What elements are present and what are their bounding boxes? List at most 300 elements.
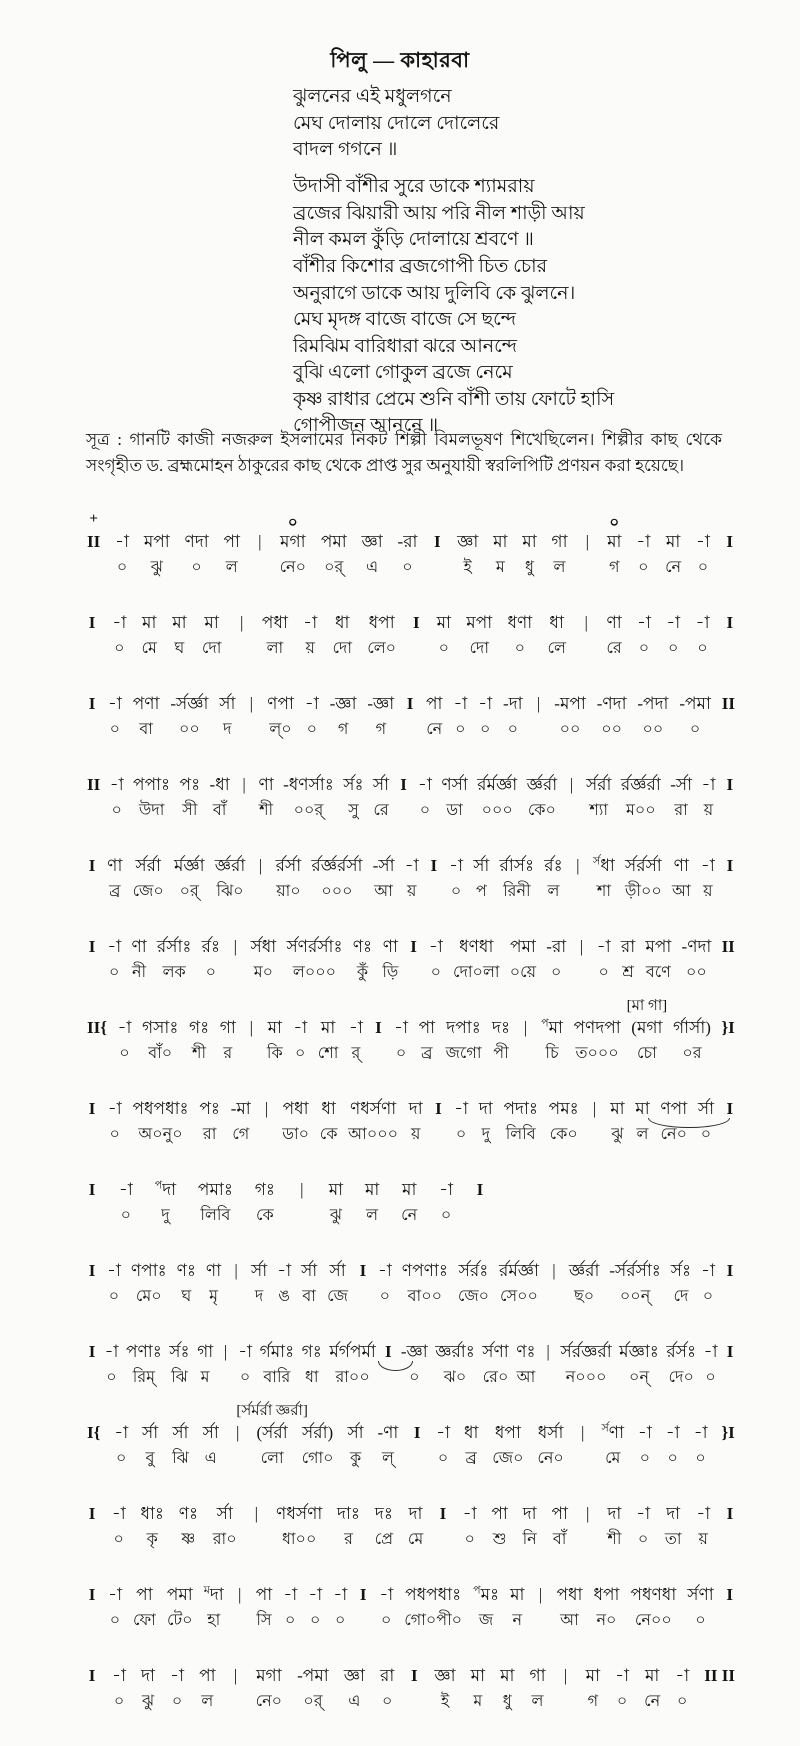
- note-cell: [568, 1260, 601, 1307]
- lyric-token: রা: [202, 1126, 217, 1143]
- tala-marker: +: [89, 511, 98, 527]
- lyric-token: গো০: [301, 1450, 334, 1467]
- note-token: র্জ্ঞর্রা: [526, 775, 558, 794]
- bar-cell: [86, 1665, 98, 1686]
- note-cell: [379, 1665, 395, 1712]
- note-token: মা: [500, 1666, 515, 1685]
- note-cell: [404, 855, 420, 902]
- note-token: -া: [665, 1423, 680, 1442]
- note-token: র্গমাঃ: [259, 1342, 295, 1361]
- bar-cell: [532, 693, 544, 714]
- lyric-token: জে০: [492, 1450, 524, 1467]
- bar-cell: [548, 1260, 560, 1281]
- note-cell: [515, 1341, 536, 1388]
- note-cell: [636, 612, 652, 659]
- bar-cell: [220, 1341, 232, 1362]
- lyric-token: ফো: [133, 1612, 156, 1629]
- note-token: |: [238, 1585, 242, 1604]
- note-token: র্জ্ঞর্রা: [568, 1261, 600, 1280]
- note-cell: [492, 531, 508, 578]
- note-cell: [214, 855, 247, 902]
- bar-cell: [582, 1503, 594, 1524]
- lyric-token: ০: [395, 1045, 407, 1062]
- lyric-token: ব্র: [109, 883, 121, 900]
- note-token: -া: [693, 1423, 708, 1442]
- note-cell: [700, 774, 716, 821]
- note-cell: [275, 855, 303, 902]
- bar-cell: [398, 774, 410, 795]
- note-token: পা: [255, 1585, 273, 1604]
- lyric-token: তা: [664, 1531, 682, 1548]
- lyric-token: কে০: [549, 1126, 578, 1143]
- bar-cell: [721, 693, 736, 714]
- note-cell: [465, 612, 493, 659]
- lyric-token: টে০: [166, 1612, 193, 1629]
- note-cell: [543, 855, 563, 902]
- notation-line: [86, 612, 736, 659]
- note-token: I: [726, 1342, 734, 1361]
- bar-cell: [724, 1503, 736, 1524]
- lyric-token: ন: [512, 1612, 523, 1629]
- note-token: -া: [394, 1018, 409, 1037]
- lyric-token: য়: [703, 802, 714, 819]
- note-token: I: [88, 1504, 96, 1523]
- note-token: ধাঃ: [140, 1504, 164, 1523]
- lyric-token: ০: [667, 1450, 678, 1467]
- lyrics-stanza: [293, 254, 614, 440]
- note-token: I: [88, 1180, 96, 1199]
- note-token: ধপা: [368, 613, 395, 632]
- lyric-token: ল: [636, 1126, 649, 1143]
- note-token: -া: [417, 775, 432, 794]
- note-cell: [509, 936, 537, 983]
- tala-marker: ০: [287, 515, 298, 531]
- lyric-token: ল: [553, 559, 566, 576]
- lyric-token: ডা০: [282, 1126, 310, 1143]
- note-cell: [329, 693, 358, 740]
- note-cell: [106, 936, 122, 983]
- lyric-line: গোপীজন আননে ॥: [293, 415, 439, 436]
- lyric-token: লা: [266, 640, 284, 657]
- note-cell: [282, 1584, 298, 1631]
- lyric-token: ০: [598, 964, 609, 981]
- note-cell: [400, 1341, 429, 1388]
- note-token: গঃ: [188, 1018, 210, 1037]
- note-cell: [176, 1260, 197, 1307]
- note-token: II: [87, 775, 101, 794]
- lyric-token: আ: [374, 883, 393, 900]
- bar-cell: [724, 774, 736, 795]
- note-token: মগা: [280, 532, 306, 551]
- note-token: মা: [320, 1018, 336, 1037]
- lyric-token: সে০০: [500, 1288, 538, 1305]
- note-cell: [125, 1341, 163, 1388]
- note-token: -া: [695, 613, 710, 632]
- note-token: দঃ: [374, 1504, 393, 1523]
- source-note: সূত্র : গানটি কাজী নজরুল ইসলামের নিকট শিল্পী বিমলভূষণ শিখেছিলেন। শিল্পীর কাছ থেকে সংগৃহীত ড. ব্রহ্মমোহন ঠাকুরের কাছ থেকে প্রাপ্ত সুর অনুযায়ী স্বরলিপিটি প্রণয়ন করা হয়েছে।: [86, 430, 722, 475]
- note-token: ণপা: [660, 1099, 688, 1118]
- note-token: পমা: [509, 937, 536, 956]
- note-token: -া: [636, 532, 651, 551]
- note-cell: [156, 936, 193, 983]
- note-token: -া: [666, 613, 681, 632]
- note-token: |: [249, 694, 254, 713]
- note-token: $^প$মঃ: [473, 1584, 500, 1604]
- lyric-token: ই: [440, 1693, 450, 1710]
- lyric-token: ০০ন্: [619, 1288, 651, 1305]
- note-cell: [592, 855, 616, 902]
- note-token: -া: [333, 1585, 348, 1604]
- lyric-token: ল: [547, 883, 560, 900]
- lyric-token: ০র্: [179, 883, 199, 900]
- lyric-token: ০: [285, 1612, 296, 1629]
- note-cell: [381, 936, 399, 983]
- note-cell: [107, 1584, 123, 1631]
- notation: [86, 511, 736, 1746]
- lyric-token: ০: [697, 559, 709, 576]
- note-cell: [374, 1503, 394, 1550]
- lyric-token: ০: [668, 640, 679, 657]
- note-token: II: [87, 532, 101, 551]
- note-cell: [212, 1503, 238, 1550]
- note-token: দা: [408, 1504, 423, 1523]
- note-token: ধণা: [507, 613, 533, 632]
- note-token: পধণধা: [630, 1585, 677, 1604]
- note-token: $^ম$দা: [203, 1584, 224, 1604]
- note-cell: [107, 693, 123, 740]
- note-token: -া: [117, 1018, 132, 1037]
- note-token: র্সা: [216, 1504, 233, 1523]
- page-title: পিলু — কাহারবা: [330, 48, 470, 72]
- lyric-line: ঝুলনের এই মধুলগনে: [293, 86, 452, 107]
- note-token: পা: [418, 1018, 436, 1037]
- note-token: -া: [115, 532, 130, 551]
- lyric-token: ০০০: [321, 883, 353, 900]
- lyric-token: ধু: [524, 559, 534, 576]
- lyric-token: ০: [455, 1126, 467, 1143]
- note-token: I: [726, 1261, 734, 1280]
- lyric-token: জগো: [445, 1045, 482, 1062]
- bar-cell: [474, 1179, 486, 1200]
- bar-cell: [724, 1260, 736, 1281]
- note-token: জ্ঞা: [343, 1666, 365, 1685]
- lyric-token: দে: [673, 1288, 689, 1305]
- note-cell: [596, 693, 628, 740]
- note-token: I: [88, 1342, 96, 1361]
- lyric-token: ড়ী০০: [624, 883, 662, 900]
- note-cell: [111, 612, 127, 659]
- lyric-token: দো: [332, 640, 352, 657]
- note-cell: [601, 1422, 626, 1469]
- bar-cell: [86, 1422, 101, 1443]
- note-cell: [695, 1503, 711, 1550]
- lyric-token: কি: [266, 1045, 283, 1062]
- note-cell: [140, 1665, 156, 1712]
- note-cell: [585, 1665, 601, 1712]
- lyric-token: ০: [638, 640, 650, 657]
- lyric-token: ল: [225, 559, 238, 576]
- note-cell: [282, 774, 335, 821]
- note-token: গঃ: [254, 1180, 275, 1199]
- lyric-token: ধা০০: [281, 1531, 317, 1548]
- lyric-token: রিম্: [132, 1369, 156, 1386]
- lyric-token: লক: [162, 964, 186, 981]
- lyric-token: ০র্: [303, 1693, 323, 1710]
- lyric-token: ০: [109, 1126, 120, 1143]
- note-cell: [606, 515, 622, 578]
- lyric-token: ০: [335, 1612, 346, 1629]
- bar-cell: [232, 1422, 244, 1443]
- note-cell: [377, 1260, 393, 1307]
- note-cell: [425, 693, 443, 740]
- note-token: I: [400, 775, 407, 794]
- note-token: ণধর্সণা: [349, 1099, 397, 1118]
- note-token: }I: [721, 1018, 735, 1037]
- lyric-token: নে: [644, 1693, 661, 1710]
- note-token: I: [411, 1666, 418, 1685]
- note-token: গা: [529, 1666, 546, 1685]
- bar-cell: [520, 1017, 532, 1038]
- lyric-token: গ: [337, 721, 349, 738]
- note-cell: [477, 693, 493, 740]
- note-cell: [393, 1017, 409, 1064]
- note-cell: [397, 531, 419, 578]
- note-token: I: [406, 694, 414, 713]
- lyric-token: ম: [200, 1369, 210, 1386]
- note-cell: [635, 531, 651, 578]
- note-token: জ্ঞর্রাঃ: [435, 1342, 475, 1361]
- lyric-token: ঝ০: [443, 1369, 467, 1386]
- note-cell: [130, 1260, 168, 1307]
- note-token: পা: [199, 1666, 216, 1685]
- note-token: দা: [408, 1099, 423, 1118]
- note-token: I{: [87, 1423, 101, 1442]
- lyric-token: য়: [305, 640, 315, 657]
- note-cell: [205, 1260, 222, 1307]
- note-cell: [634, 1098, 650, 1145]
- lyric-token: নে০: [255, 1693, 283, 1710]
- lyric-token: দো০লা: [453, 964, 500, 981]
- lyric-token: নে: [401, 1207, 418, 1224]
- lyric-token: ০: [639, 1450, 651, 1467]
- note-cell: [173, 855, 206, 902]
- note-cell: [695, 531, 711, 578]
- note-token: র্সা: [251, 1261, 268, 1280]
- lyric-token: ন০০০: [565, 1369, 607, 1386]
- lyric-token: বাঁ০: [148, 1045, 173, 1062]
- note-token: মা: [510, 1585, 525, 1604]
- lyric-token: ঝি: [172, 1450, 189, 1467]
- note-token: পণা: [132, 694, 160, 713]
- note-token: I: [476, 1180, 484, 1199]
- lyric-token: দো: [469, 640, 489, 657]
- note-cell: [605, 612, 622, 659]
- note-token: ধর্সা: [537, 1423, 564, 1442]
- note-token: -া: [107, 694, 122, 713]
- note-cell: [203, 1584, 225, 1631]
- note-cell: [107, 1098, 123, 1145]
- bar-cell: [408, 936, 420, 957]
- lyric-token: লে: [547, 640, 566, 657]
- bar-cell: [724, 1098, 736, 1119]
- note-cell: [259, 1341, 296, 1388]
- note-token: পা: [425, 694, 443, 713]
- bar-cell: [542, 1341, 554, 1362]
- lyric-token: বু: [145, 1450, 155, 1467]
- note-cell: [403, 1584, 463, 1631]
- note-token: র্সর্রা): [301, 1423, 334, 1442]
- note-cell: [292, 1017, 308, 1064]
- lyric-token: নে: [665, 559, 682, 576]
- note-token: ণা: [205, 1261, 222, 1280]
- note-cell: [417, 774, 433, 821]
- lyric-token: ০: [419, 802, 431, 819]
- note-token: I: [413, 613, 420, 632]
- note-token: মা: [204, 613, 219, 632]
- lyric-token: শ্যা: [589, 802, 609, 819]
- note-token: র্রর্সঃ: [666, 1342, 697, 1361]
- note-token: $^প$মা: [541, 1017, 563, 1037]
- note-cell: [209, 774, 231, 821]
- lyric-line: অনুরাগে ডাকে আয় দুলিবি কে ঝুলনে।: [293, 282, 576, 304]
- bar-cell: [724, 855, 736, 876]
- lyric-token: ০: [677, 1693, 688, 1710]
- note-cell: [179, 774, 202, 821]
- note-token: র্সা: [172, 1423, 189, 1442]
- note-token: I: [726, 856, 734, 875]
- lyric-token: ছ০: [574, 1288, 595, 1305]
- note-token: মগা: [256, 1666, 282, 1685]
- note-cell: [644, 936, 672, 983]
- lyric-token: ম: [495, 559, 505, 576]
- lyrics-stanza: [293, 84, 499, 164]
- lyric-token: ০০: [559, 721, 581, 738]
- lyric-token: ব্র: [421, 1045, 433, 1062]
- note-token: -পমা: [679, 694, 711, 713]
- note-cell: [659, 1098, 688, 1145]
- note-cell: [168, 1341, 190, 1388]
- note-token: মা: [436, 613, 451, 632]
- lyric-token: ০: [450, 883, 462, 900]
- lyric-token: কে০: [527, 802, 556, 819]
- bar-cell: [86, 1584, 98, 1605]
- bar-cell: [566, 774, 578, 795]
- note-cell: [317, 1017, 340, 1064]
- note-token: র্সণর্রর্সাঃ: [286, 937, 343, 956]
- note-cell: [106, 1260, 122, 1307]
- note-token: |: [223, 1342, 228, 1361]
- lyric-token: বা: [139, 721, 153, 738]
- note-cell: [697, 1098, 715, 1145]
- note-token: |: [264, 1099, 269, 1118]
- lyric-line: মেঘ মৃদঙ্গ বাজে বাজে সে ছন্দে: [293, 309, 516, 330]
- bar-cell: [86, 693, 98, 714]
- lyric-line: উদাসী বাঁশীর সুরে ডাকে শ্যামরায়: [293, 176, 535, 197]
- lyric-token: ০: [700, 1126, 712, 1143]
- note-cell: [536, 1422, 564, 1469]
- note-cell: [343, 1665, 366, 1712]
- note-token: -া: [703, 1342, 718, 1361]
- bar-cell: [357, 1584, 369, 1605]
- lyric-token: লিবি: [200, 1207, 231, 1224]
- note-cell: [490, 1503, 508, 1550]
- lyric-token: ০: [695, 1612, 706, 1629]
- note-cell: [171, 1422, 190, 1469]
- lyric-token: ০: [689, 721, 701, 738]
- note-token: -া: [615, 1666, 630, 1685]
- note-cell: [418, 1017, 436, 1064]
- note-cell: [109, 774, 125, 821]
- note-cell: [328, 1179, 344, 1226]
- lyric-token: দ: [254, 1288, 264, 1305]
- note-token: ধা: [334, 613, 350, 632]
- note-token: পধা: [261, 613, 288, 632]
- lyric-token: ০: [111, 802, 122, 819]
- notation-line: [86, 693, 736, 740]
- note-cell: [279, 515, 307, 578]
- note-token: রা: [620, 937, 636, 956]
- note-token: |: [523, 1018, 528, 1037]
- note-token: -া: [283, 1585, 298, 1604]
- lyric-token: ০: [239, 1369, 251, 1386]
- lyric-token: ০: [113, 1693, 125, 1710]
- note-token: I: [88, 1585, 96, 1604]
- note-cell: [132, 693, 161, 740]
- note-token: র্সর্রজ্ঞর্রা: [560, 1342, 612, 1361]
- note-token: I: [413, 1423, 421, 1442]
- note-cell: [285, 936, 343, 983]
- lyric-token: উদা: [138, 802, 165, 819]
- bar-cell: [86, 1260, 98, 1281]
- lyric-line: বুঝি এলো গোকুল ব্রজে নেমে: [293, 362, 513, 383]
- notation-line: [86, 855, 736, 902]
- bar-cell: [577, 1422, 589, 1443]
- note-token: র্সধা: [250, 937, 277, 956]
- note-cell: [326, 1260, 349, 1307]
- note-token: |: [233, 937, 238, 956]
- note-cell: [276, 1260, 292, 1307]
- lyric-token: নে০: [660, 1126, 687, 1143]
- bar-cell: [428, 855, 440, 876]
- lyric-token: ডা: [446, 802, 463, 819]
- note-cell: [472, 1584, 500, 1631]
- note-token: |: [585, 532, 589, 551]
- note-cell: [573, 1017, 622, 1064]
- lyric-token: সি: [256, 1612, 272, 1629]
- note-token: পদাঃ: [503, 1099, 538, 1118]
- note-token: I: [726, 1504, 734, 1523]
- note-cell: [664, 1503, 683, 1550]
- note-token: -া: [696, 1504, 711, 1523]
- note-cell: [346, 1422, 364, 1469]
- note-cell: [219, 1017, 237, 1064]
- note-cell: [319, 1098, 339, 1145]
- note-token: -া: [348, 1018, 363, 1037]
- note-token: -া: [675, 1666, 690, 1685]
- note-token: পঃ: [199, 1099, 220, 1118]
- lyric-token: ০: [114, 640, 125, 657]
- lyric-token: ০০০: [481, 802, 513, 819]
- lyric-token: আ০০০: [348, 1126, 399, 1143]
- lyric-token: কুঁ: [356, 964, 369, 981]
- bar-cell: [230, 1665, 242, 1686]
- bar-cell: [234, 1584, 246, 1605]
- note-cell: [550, 1503, 568, 1550]
- note-cell: [113, 1422, 129, 1469]
- note-cell: [250, 1260, 268, 1307]
- bar-cell: [588, 1098, 600, 1119]
- note-cell: [434, 1341, 476, 1388]
